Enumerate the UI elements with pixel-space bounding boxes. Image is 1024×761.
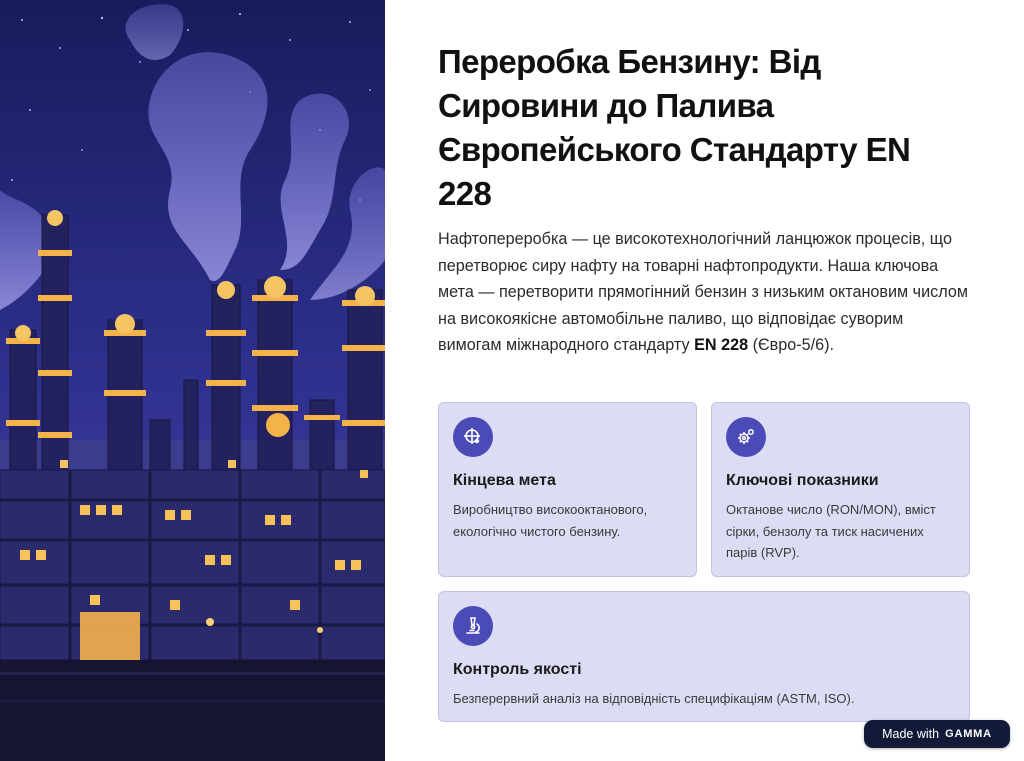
card-title: Кінцева мета xyxy=(453,472,556,489)
gears-icon xyxy=(726,417,766,457)
slide-title: Переробка Бензину: Від Сировини до Палива Європейського Стандарту EN 228 xyxy=(438,43,911,212)
standard-name: EN 228 xyxy=(694,336,749,354)
refinery-illustration xyxy=(0,0,385,761)
microscope-icon xyxy=(453,606,493,646)
card-quality xyxy=(438,591,970,722)
card-goal xyxy=(438,402,697,577)
gamma-logo: GAMMA xyxy=(945,728,992,740)
card-indicators xyxy=(711,402,970,577)
made-with-gamma-badge[interactable] xyxy=(864,720,1010,748)
card-text: Безперервний аналіз на відповідність специфікаціям (ASTM, ISO). xyxy=(453,691,855,706)
card-text: Октанове число (RON/MON), вміст сірки, бензолу та тиск насичених парів (RVP). xyxy=(726,502,936,560)
card-title: Контроль якості xyxy=(453,661,582,678)
card-text: Виробництво високооктанового, екологічно чистого бензину. xyxy=(453,502,648,539)
intro-text: Нафтопереробка — це високотехнологічний ланцюжок процесів, що перетворює сиру нафту на товарні нафтопродукти. Наша ключова мета — перетворити прямогінний бензин з низьким октановим числом на високоякісне автомобільне паливо, що відповідає суворим вимогам міжнародного стандарту xyxy=(438,230,969,354)
intro-suffix: (Євро-5/6). xyxy=(748,336,835,354)
card-title: Ключові показники xyxy=(726,472,879,489)
badge-prefix: Made with xyxy=(882,727,940,741)
intro-paragraph xyxy=(438,226,971,359)
crosshair-icon xyxy=(453,417,493,457)
